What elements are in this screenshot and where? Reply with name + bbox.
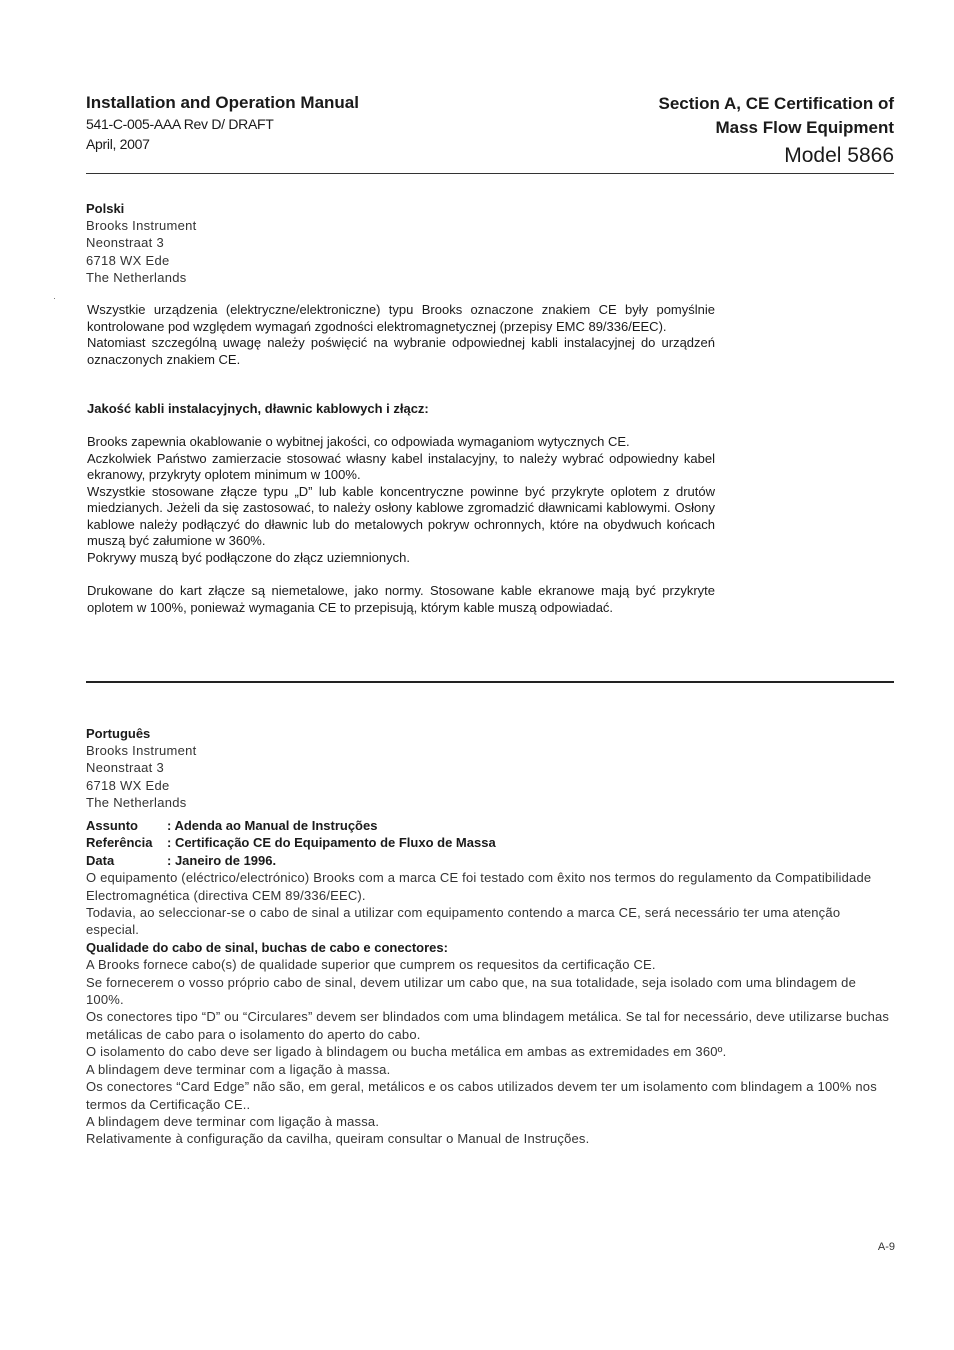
portugues-language-heading: Português <box>86 726 151 741</box>
header-divider <box>86 173 894 174</box>
portugues-paragraph: O isolamento do cabo deve ser ligado à blindagem ou bucha metálica em ambas as extremidades em 360º. <box>86 1044 727 1060</box>
meta-row-data <box>86 852 894 869</box>
stray-mark <box>54 298 55 299</box>
header-right <box>474 92 894 171</box>
polski-intro <box>87 302 715 368</box>
meta-value: : Adenda ao Manual de Instruções <box>167 818 378 833</box>
section-title-line2: Mass Flow Equipment <box>715 118 894 137</box>
page-number: A-9 <box>877 1241 895 1253</box>
meta-value: : Certificação CE do Equipamento de Fluxo de Massa <box>167 835 496 851</box>
meta-row-assunto <box>86 817 894 834</box>
polski-paragraph: Wszystkie stosowane złącze typu „D” lub kable koncentryczne powinne być przykryte oplotem z drutów miedzianych. Jeżeli da się zastosować, to należy osłony kablowe zgromadzić dławnicami kablowymi. Osłony kablowe należy podłączyć do dławnic lub do metalowych pokryw ochronnych, które na obydwuch końcach muszą być załumione w 360%. <box>87 483 715 548</box>
section-title-line1: Section A, CE Certification of <box>658 94 894 113</box>
portugues-paragraph: Todavia, ao seleccionar-se o cabo de sinal a utilizar com equipamento contendo a marca CE, será necessário ter uma atenção especial. <box>86 905 841 938</box>
portugues-paragraph: Os conectores tipo “D” ou “Circulares” devem ser blindados com uma blindagem metálica. Se tal for necessário, deve utilizarse buchas metálicas de cabo para o isolamento do aperto do cabo. <box>86 1009 890 1042</box>
portugues-paragraph: Relativamente à configuração da cavilha, queiram consultar o Manual de Instruções. <box>86 1131 590 1147</box>
portugues-address-block <box>86 725 197 811</box>
doc-number: 541-C-005-AAA Rev D/ DRAFT <box>86 116 274 132</box>
polski-paragraph: Drukowane do kart złącze są niemetalowe, jako normy. Stosowane kable ekranowe mają być przykryte oplotem w 100%, ponieważ wymagania CE to przepisują, którym kable muszą odpowiadać. <box>87 583 715 615</box>
polski-cable-heading-block <box>87 401 715 418</box>
polski-cable-text <box>87 434 715 566</box>
address-line: Brooks Instrument <box>86 743 197 759</box>
meta-key: Assunto <box>86 818 138 833</box>
meta-value: : Janeiro de 1996. <box>167 852 277 868</box>
polski-card-edge-text <box>87 583 715 616</box>
portugues-paragraph: A Brooks fornece cabo(s) de qualidade superior que cumprem os requesitos da certificação CE. <box>86 957 656 973</box>
polski-cable-heading: Jakość kabli instalacyjnych, dławnic kablowych i złącz: <box>87 401 429 416</box>
portugues-paragraph: A blindagem deve terminar com a ligação à massa. <box>86 1061 391 1077</box>
section-divider <box>86 681 894 683</box>
polski-address-block <box>86 200 197 286</box>
portugues-paragraph: Se fornecerem o vosso próprio cabo de sinal, devem utilizar um cabo que, na sua totalidade, seja isolado com uma blindagem de 100%. <box>86 974 857 1008</box>
meta-key: Data <box>86 852 115 868</box>
header-left <box>86 92 506 154</box>
meta-row-referencia <box>86 834 894 851</box>
address-line: The Netherlands <box>86 269 187 285</box>
portugues-body <box>86 817 894 1148</box>
portugues-paragraph: Os conectores “Card Edge” não são, em geral, metálicos e os cabos utilizados devem ter um isolamento com blindagem a 100% nos termos da Certificação CE.. <box>86 1079 877 1112</box>
doc-date: April, 2007 <box>86 136 150 152</box>
model-label: Model 5866 <box>784 144 894 167</box>
polski-paragraph: Brooks zapewnia okablowanie o wybitnej jakości, co odpowiada wymaganiom wytycznych CE. <box>87 434 630 449</box>
polski-paragraph: Natomiast szczególną uwagę należy poświęcić na wybranie odpowiednej kabli instalacyjnej do urządzeń oznaczonych znakiem CE. <box>87 335 715 367</box>
meta-key: Referência <box>86 835 153 851</box>
portugues-cable-heading: Qualidade do cabo de sinal, buchas de cabo e conectores: <box>86 939 448 955</box>
manual-title: Installation and Operation Manual <box>86 93 359 112</box>
address-line: 6718 WX Ede <box>86 252 170 268</box>
address-line: Brooks Instrument <box>86 218 197 234</box>
polski-paragraph: Pokrywy muszą być podłączone do złącz uziemnionych. <box>87 549 410 565</box>
portugues-paragraph: O equipamento (eléctrico/electrónico) Brooks com a marca CE foi testado com êxito nos termos do regulamento da Compatibilidade Electromagnética (directiva CEM 89/336/EEC). <box>86 870 872 903</box>
address-line: The Netherlands <box>86 794 187 810</box>
portugues-paragraph: A blindagem deve terminar com ligação à massa. <box>86 1113 380 1129</box>
address-line: Neonstraat 3 <box>86 235 165 251</box>
polski-paragraph: Wszystkie urządzenia (elektryczne/elektroniczne) typu Brooks oznaczone znakiem CE były pomyślnie kontrolowane pod względem wymagań zgodności elektromagnetycznej (przepisy EMC 89/336/EEC). <box>87 302 715 334</box>
polski-paragraph: Aczkolwiek Państwo zamierzacie stosować własny kabel instalacyjny, to należy wybrać odpowiedny kabel ekranowy, przykryty oplotem minimum w 100%. <box>87 450 715 482</box>
polski-language-heading: Polski <box>86 201 125 216</box>
address-line: 6718 WX Ede <box>86 777 170 793</box>
address-line: Neonstraat 3 <box>86 760 165 776</box>
